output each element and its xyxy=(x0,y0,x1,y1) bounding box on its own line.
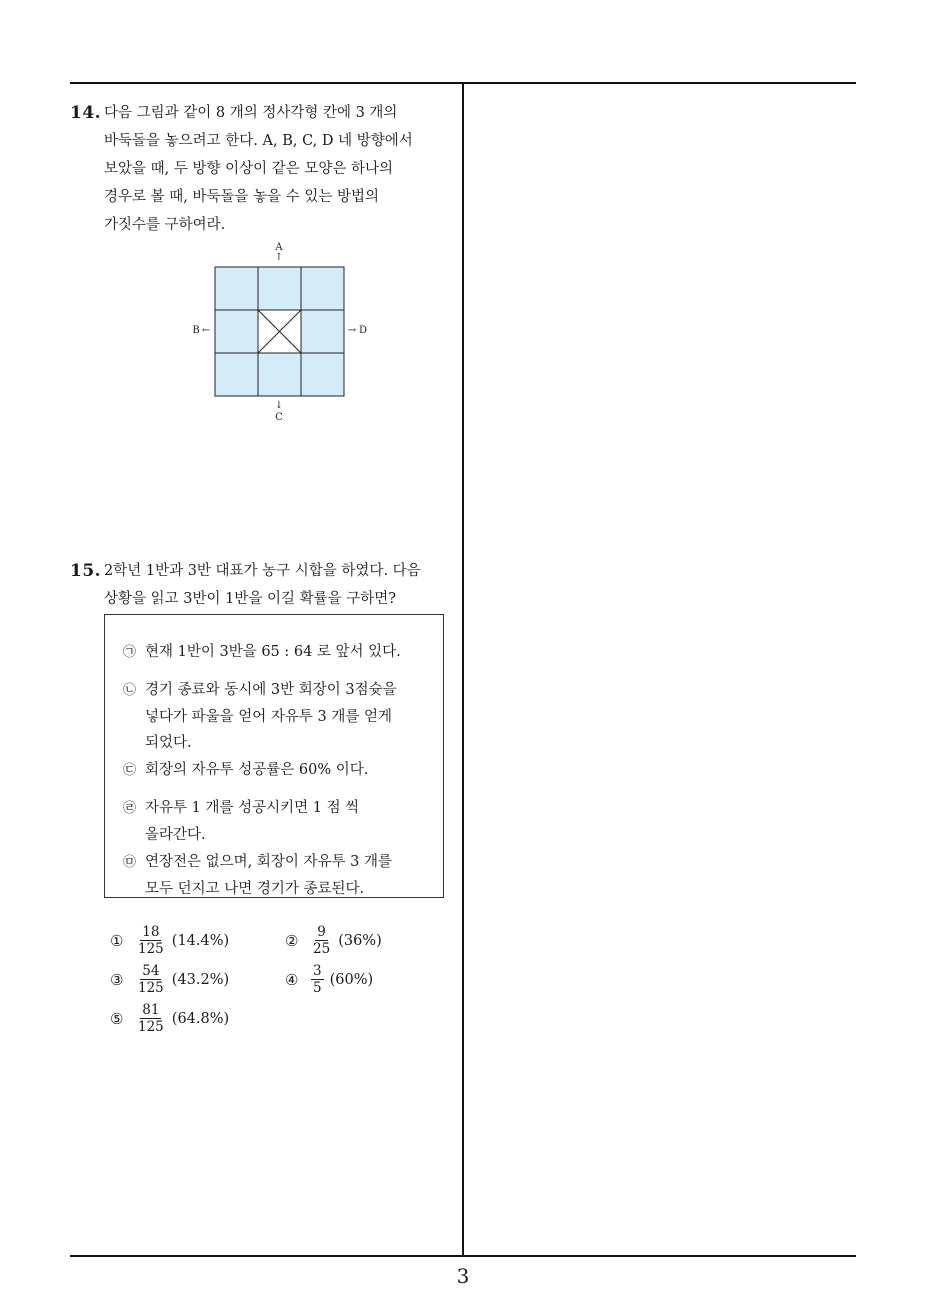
condition-1 xyxy=(123,639,401,666)
choice-number: ⑤ xyxy=(110,1009,124,1028)
denominator: 25 xyxy=(313,941,331,957)
label-b: B xyxy=(192,325,200,336)
text-line: 경우로 볼 때, 바둑돌을 놓을 수 있는 방법의 xyxy=(104,189,379,205)
grid-cell xyxy=(258,353,301,396)
text-line: 다음 그림과 같이 8 개의 정사각형 칸에 3 개의 xyxy=(104,105,398,121)
arrow-right-icon: → xyxy=(347,325,357,336)
numerator: 54 xyxy=(142,963,160,979)
condition-marker: ㉠ xyxy=(123,645,137,660)
choice-percent: (14.4%) xyxy=(171,932,230,949)
condition-2 xyxy=(123,677,397,756)
condition-line: 경기 종료와 동시에 3반 회장이 3점슛을 xyxy=(145,682,397,698)
choice-2[interactable] xyxy=(285,924,382,957)
condition-marker: ㉣ xyxy=(123,801,137,816)
arrow-up-icon: ↑ xyxy=(274,252,284,263)
denominator: 125 xyxy=(138,941,164,957)
text-line: 2학년 1반과 3반 대표가 농구 시합을 하였다. 다음 xyxy=(104,563,421,579)
choice-number: ① xyxy=(110,931,124,950)
arrow-left-icon: ← xyxy=(201,325,211,336)
arrow-down-icon: ↓ xyxy=(274,400,284,411)
choice-number: ③ xyxy=(110,970,124,989)
text-line: 상황을 읽고 3반이 1반을 이길 확률을 구하면? xyxy=(104,591,396,607)
bottom-rule xyxy=(70,1255,856,1257)
text-line: 바둑돌을 놓으려고 한다. A, B, C, D 네 방향에서 xyxy=(104,133,413,149)
choice-percent: (64.8%) xyxy=(171,1010,230,1027)
question-15-text xyxy=(104,557,421,613)
column-divider xyxy=(462,83,464,1255)
choice-number: ② xyxy=(285,931,299,950)
choice-number: ④ xyxy=(285,970,299,989)
condition-line: 연장전은 없으며, 회장이 자유투 3 개를 xyxy=(145,854,392,870)
conditions-box xyxy=(104,614,444,898)
label-c: C xyxy=(275,412,283,423)
grid-cell xyxy=(215,267,258,310)
condition-3 xyxy=(123,757,368,784)
condition-line: 현재 1반이 3반을 65 : 64 로 앞서 있다. xyxy=(145,644,401,660)
choice-fraction xyxy=(136,924,166,957)
denominator: 125 xyxy=(138,1019,164,1035)
grid-cell xyxy=(301,310,344,353)
condition-line: 되었다. xyxy=(145,735,192,751)
grid-figure xyxy=(180,236,380,436)
label-a: A xyxy=(275,242,283,253)
choice-percent: (43.2%) xyxy=(171,971,230,988)
denominator: 125 xyxy=(138,980,164,996)
text-line: 보았을 때, 두 방향 이상이 같은 모양은 하나의 xyxy=(104,161,393,177)
condition-marker: ㉢ xyxy=(123,763,137,778)
denominator: 5 xyxy=(313,980,322,996)
numerator: 9 xyxy=(317,924,326,940)
numerator: 81 xyxy=(142,1002,160,1018)
condition-marker: ㉡ xyxy=(123,683,137,698)
choice-fraction xyxy=(311,963,324,996)
grid-cell xyxy=(215,353,258,396)
grid-cell xyxy=(301,353,344,396)
choice-percent: (60%) xyxy=(329,971,374,988)
choice-4[interactable] xyxy=(285,963,373,996)
choice-1[interactable] xyxy=(110,924,229,957)
condition-4 xyxy=(123,795,359,848)
condition-line: 자유투 1 개를 성공시키면 1 점 씩 xyxy=(145,800,360,816)
choice-fraction xyxy=(311,924,332,957)
condition-marker: ㉤ xyxy=(123,855,137,870)
numerator: 18 xyxy=(142,924,160,940)
grid-cell xyxy=(215,310,258,353)
choice-fraction xyxy=(136,1002,166,1035)
grid-cell xyxy=(258,267,301,310)
grid-cell xyxy=(301,267,344,310)
choice-3[interactable] xyxy=(110,963,229,996)
condition-5 xyxy=(123,849,392,902)
condition-line: 넣다가 파울을 얻어 자유투 3 개를 얻게 xyxy=(145,709,392,725)
text-line: 가짓수를 구하여라. xyxy=(104,217,226,233)
question-14-text xyxy=(104,99,413,239)
condition-line: 올라간다. xyxy=(145,827,206,843)
choice-5[interactable] xyxy=(110,1002,229,1035)
label-d: D xyxy=(358,325,368,336)
condition-line: 회장의 자유투 성공률은 60% 이다. xyxy=(145,762,369,778)
question-14-number: 14. xyxy=(70,103,102,123)
choice-fraction xyxy=(136,963,166,996)
question-15-number: 15. xyxy=(70,561,102,581)
choice-percent: (36%) xyxy=(338,932,382,949)
page-number: 3 xyxy=(456,1264,470,1288)
numerator: 3 xyxy=(313,963,322,979)
condition-line: 모두 던지고 나면 경기가 종료된다. xyxy=(145,881,365,897)
